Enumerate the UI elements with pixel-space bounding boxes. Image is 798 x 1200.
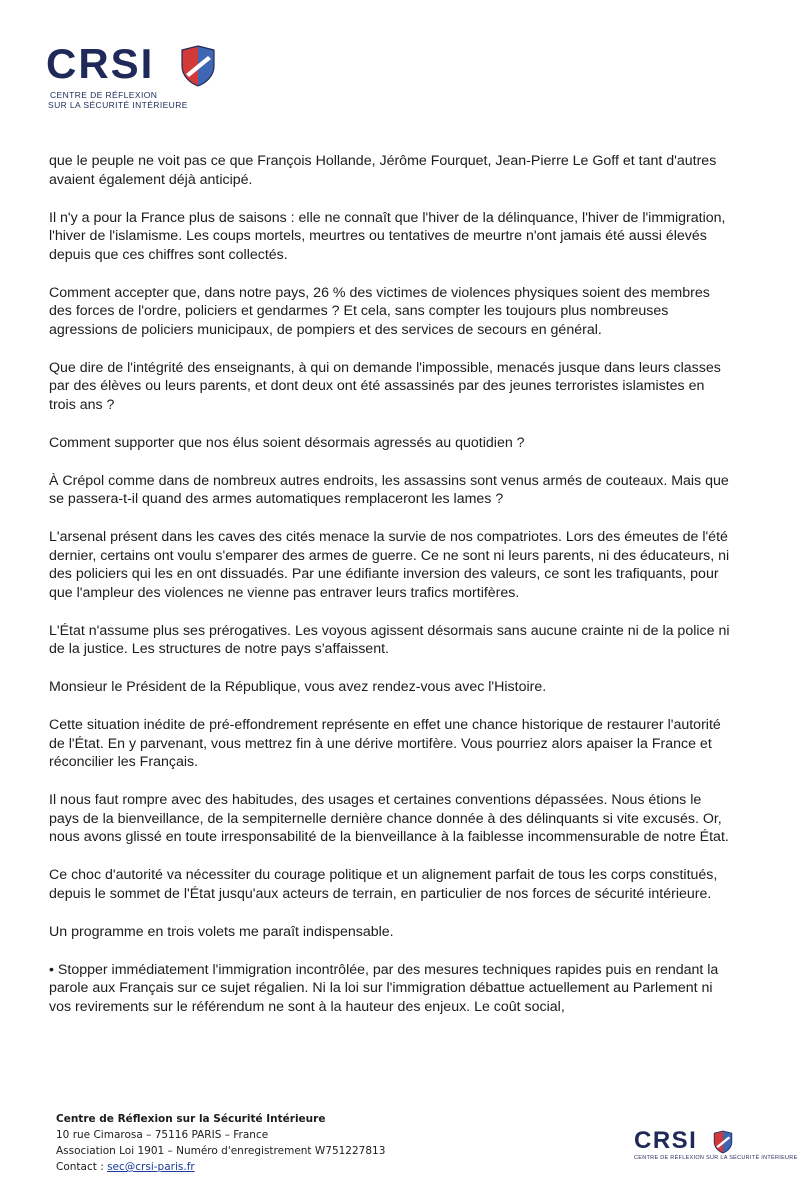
letter-body [49,152,734,1036]
footer-org-name: Centre de Réflexion sur la Sécurité Intérieure [56,1113,326,1125]
paragraph: Cette situation inédite de pré-effondrement représente en effet une chance historique de restaurer l'autorité de l'État. En y parvenant, vous mettrez fin à une dérive mortifère. Vous pourriez alors apaiser la France et réconcilier les Français. [49,717,721,770]
logo-subtitle [48,90,188,110]
footer-street: 10 rue Cimarosa – 75116 PARIS – France [56,1129,269,1141]
shield-icon [712,1129,734,1155]
paragraph: que le peuple ne voit pas ce que François Hollande, Jérôme Fourquet, Jean-Pierre Le Goff et tant d'autres avaient également déjà anticipé. [49,153,717,188]
paragraph: Comment accepter que, dans notre pays, 26 % des victimes de violences physiques soient des membres des forces de l'ordre, policiers et gendarmes ? Et cela, sans compter les toujours plus nombreuses agressions de policiers municipaux, de pompiers et des services de secours en général. [49,284,710,338]
footer-contact-label: Contact : [56,1161,108,1173]
footer-logo-subtitle: CENTRE DE RÉFLEXION SUR LA SÉCURITÉ INTÉRIEURE [634,1155,798,1161]
crsi-logo [46,40,236,115]
paragraph: Que dire de l'intégrité des enseignants, à qui on demande l'impossible, menacés jusque dans leurs classes par des élèves ou leurs parents, et dont deux ont été assassinés par des jeunes terroristes islamistes en trois ans ? [49,359,721,413]
paragraph: Comment supporter que nos élus soient désormais agressés au quotidien ? [49,434,525,451]
footer-contact [56,1159,385,1175]
footer-logo [634,1127,798,1177]
logo-wordmark: CRSI [46,40,155,87]
footer-logo-wordmark: CRSI [634,1127,698,1154]
paragraph: Il n'y a pour la France plus de saisons : elle ne connaît que l'hiver de la délinquance, l'hiver de l'immigration, l'hiver de l'islamisme. Les coups mortels, meurtres ou tentatives de meurtre n'ont jamais été aussi élevés depuis que ces chiffres sont collectés. [49,209,726,263]
logo-subtitle-line2: SUR LA SÉCURITÉ INTÉRIEURE [48,100,188,110]
paragraph: Ce choc d'autorité va nécessiter du courage politique et un alignement parfait de tous les corps constitués, depuis le sommet de l'État jusqu'aux acteurs de terrain, en particulier de nos forces de sécurité intérieure. [49,867,718,902]
logo-subtitle-line1: CENTRE DE RÉFLEXION [50,90,158,100]
footer-registration: Association Loi 1901 – Numéro d'enregistrement W751227813 [56,1145,386,1157]
paragraph: Il nous faut rompre avec des habitudes, des usages et certaines conventions dépassées. Nous étions le pays de la bienveillance, de la sempiternelle dernière chance donnée à des délinquants si vite excusés. Or, nous avons glissé en toute irresponsabilité de la bienveillance à la faiblesse incommensurable de notre État. [49,792,729,845]
paragraph: À Crépol comme dans de nombreux autres endroits, les assassins sont venus armés de couteaux. Mais que se passera-t-il quand des armes automatiques remplaceront les lames ? [49,472,729,507]
paragraph: Un programme en trois volets me paraît indispensable. [49,923,394,940]
paragraph: Monsieur le Président de la République, vous avez rendez-vous avec l'Histoire. [49,679,547,695]
shield-icon [178,44,218,88]
contact-email-link[interactable]: sec@crsi-paris.fr [107,1161,195,1173]
paragraph: L'arsenal présent dans les caves des cités menace la survie de nos compatriotes. Lors des émeutes de l'été dernier, certains ont voulu s'emparer des armes de guerre. Ce ne sont ni leurs parents, ni des éducateurs, ni des policiers qui les en ont dissuadés. Par une édifiante inversion des valeurs, ce sont les trafiquants, pour que l'ampleur des violences ne vienne pas entraver leurs trafics mortifères. [49,529,730,601]
paragraph: L'État n'assume plus ses prérogatives. Les voyous agissent désormais sans aucune crainte ni de la police ni de la justice. Les structures de notre pays s'affaissent. [49,622,730,657]
paragraph: • Stopper immédiatement l'immigration incontrôlée, par des mesures techniques rapides puis en rendant la parole aux Français sur ce sujet régalien. Ni la loi sur l'immigration débattue actuellement au Parlement ni vos revirements sur le référendum ne sont à la hauteur des enjeux. Le coût social, [49,961,719,1015]
footer-address [56,1111,385,1175]
